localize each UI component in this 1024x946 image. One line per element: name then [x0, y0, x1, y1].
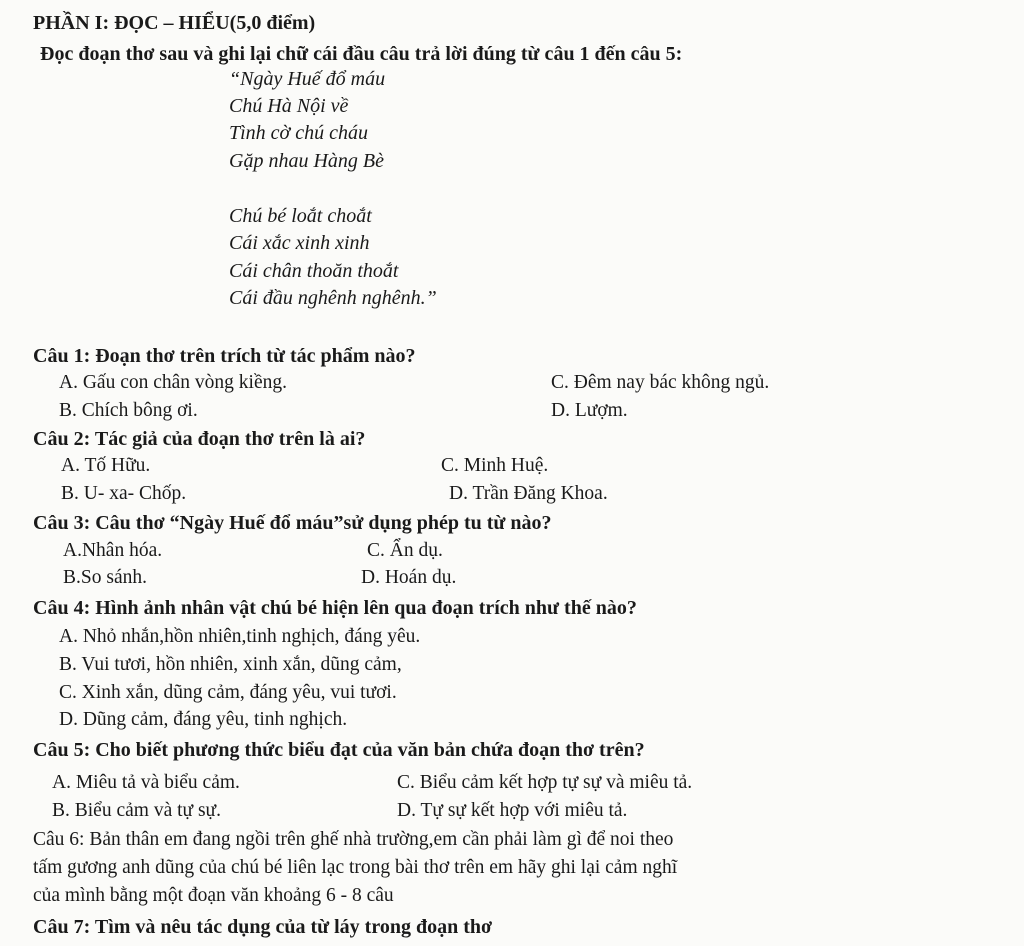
answer-option: B. Vui tươi, hồn nhiên, xinh xắn, dũng cảm,	[59, 654, 402, 675]
answer-option: D. Lượm.	[551, 400, 628, 421]
answer-option: A. Tố Hữu.	[61, 455, 151, 476]
question-label: Câu 5: Cho biết phương thức biểu đạt của văn bản chứa đoạn thơ trên?	[33, 739, 645, 761]
instruction: Đọc đoạn thơ sau và ghi lại chữ cái đầu câu trả lời đúng từ câu 1 đến câu 5:	[40, 43, 683, 65]
question-text-line: tấm gương anh dũng của chú bé liên lạc trong bài thơ trên em hãy ghi lại cảm nghĩ	[33, 857, 678, 878]
answer-option: C. Đêm nay bác không ngủ.	[551, 372, 770, 393]
poem-line: Cái đầu nghênh nghênh.”	[229, 287, 437, 309]
question-label: Câu 3: Câu thơ “Ngày Huế đổ máu”sử dụng phép tu từ nào?	[33, 512, 552, 534]
answer-option: B. U- xa- Chốp.	[61, 483, 187, 504]
poem-line: “Ngày Huế đổ máu	[229, 68, 386, 90]
answer-option: B. Biểu cảm và tự sự.	[52, 800, 221, 821]
answer-option: D. Tự sự kết hợp với miêu tả.	[397, 800, 628, 821]
answer-option: D. Trần Đăng Khoa.	[449, 483, 608, 504]
section-heading: PHẦN I: ĐỌC – HIỂU(5,0 điểm)	[33, 12, 316, 34]
poem-line: Chú bé loắt choắt	[229, 205, 372, 227]
answer-option: B. Chích bông ơi.	[59, 400, 198, 421]
poem-line: Gặp nhau Hàng Bè	[229, 150, 384, 172]
answer-option: A.Nhân hóa.	[63, 540, 163, 561]
answer-option: A. Nhỏ nhắn,hồn nhiên,tinh nghịch, đáng yêu.	[59, 626, 421, 647]
question-label: Câu 4: Hình ảnh nhân vật chú bé hiện lên qua đoạn trích như thế nào?	[33, 597, 637, 619]
question-label: Câu 2: Tác giả của đoạn thơ trên là ai?	[33, 428, 366, 450]
poem-line: Cái chân thoăn thoắt	[229, 260, 399, 282]
answer-option: C. Ẩn dụ.	[367, 540, 443, 561]
answer-option: D. Hoán dụ.	[361, 567, 457, 588]
answer-option: C. Xinh xắn, dũng cảm, đáng yêu, vui tươi.	[59, 682, 397, 703]
answer-option: C. Biểu cảm kết hợp tự sự và miêu tả.	[397, 772, 693, 793]
answer-option: B.So sánh.	[63, 567, 147, 588]
answer-option: A. Gấu con chân vòng kiềng.	[59, 372, 287, 393]
answer-option: D. Dũng cảm, đáng yêu, tinh nghịch.	[59, 709, 348, 730]
poem-line: Cái xắc xinh xinh	[229, 232, 370, 254]
question-7-label: Câu 7: Tìm và nêu tác dụng của từ láy trong đoạn thơ	[33, 916, 493, 938]
poem-line: Chú Hà Nội về	[229, 95, 349, 117]
answer-option: A. Miêu tả và biểu cảm.	[52, 772, 240, 793]
question-text-line: Câu 6: Bản thân em đang ngồi trên ghế nhà trường,em cần phải làm gì để noi theo	[33, 829, 674, 850]
question-text-line: của mình bằng một đoạn văn khoảng 6 - 8 câu	[33, 885, 394, 906]
answer-option: C. Minh Huệ.	[441, 455, 549, 476]
poem-line: Tình cờ chú cháu	[229, 122, 368, 144]
question-label: Câu 1: Đoạn thơ trên trích từ tác phẩm nào?	[33, 345, 416, 367]
